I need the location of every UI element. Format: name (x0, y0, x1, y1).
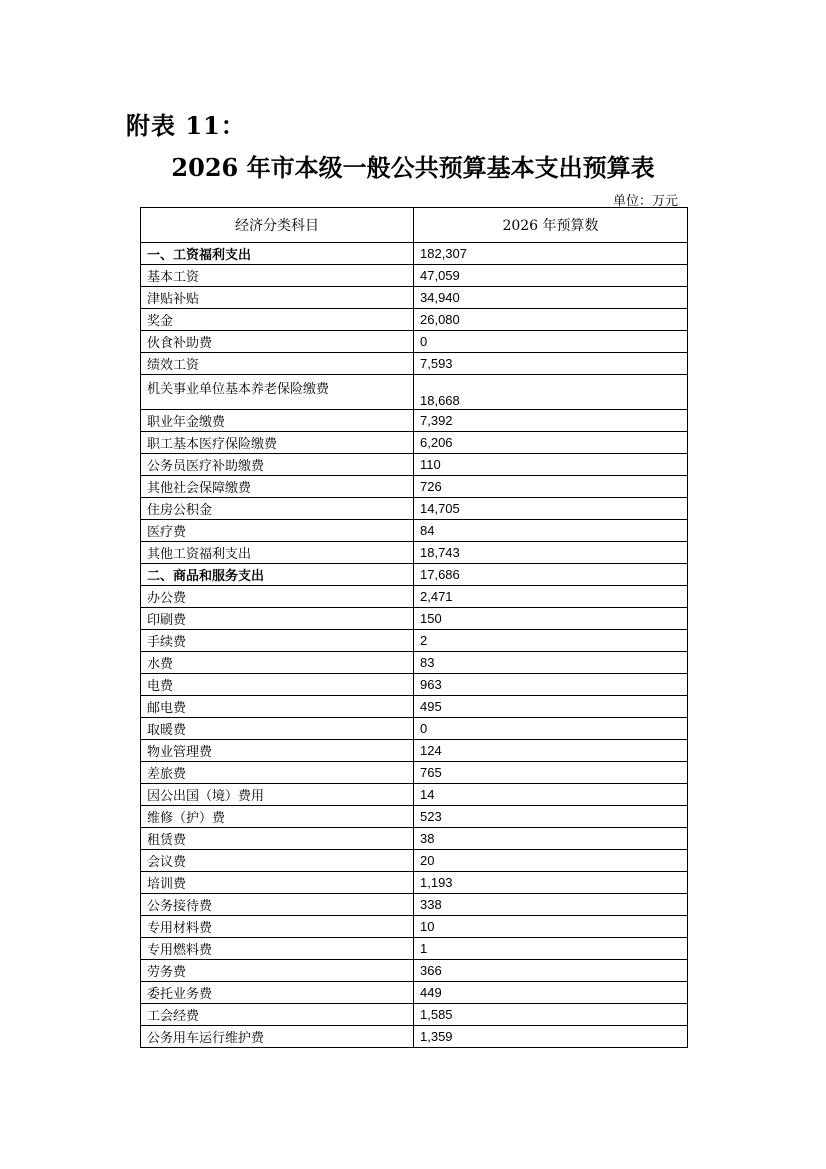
category-cell: 二、商品和服务支出 (141, 564, 414, 586)
table-row (141, 872, 688, 894)
column-header-category: 经济分类科目 (141, 208, 414, 243)
budget-value-cell: 1,359 (414, 1026, 688, 1048)
budget-table (140, 207, 688, 1048)
budget-value-cell: 83 (414, 652, 688, 674)
category-cell: 公务接待费 (141, 894, 414, 916)
budget-value-cell: 34,940 (414, 287, 688, 309)
category-cell: 维修（护）费 (141, 806, 414, 828)
category-cell: 物业管理费 (141, 740, 414, 762)
budget-value-cell: 10 (414, 916, 688, 938)
table-row (141, 586, 688, 608)
budget-value-cell: 366 (414, 960, 688, 982)
table-row (141, 331, 688, 353)
attachment-label: 附表 11： (126, 111, 246, 140)
table-row (141, 353, 688, 375)
budget-value-cell: 1 (414, 938, 688, 960)
table-row (141, 498, 688, 520)
category-cell: 伙食补助费 (141, 331, 414, 353)
budget-value-cell: 1,193 (414, 872, 688, 894)
category-cell: 培训费 (141, 872, 414, 894)
budget-value-cell: 6,206 (414, 432, 688, 454)
table-row (141, 309, 688, 331)
table-row (141, 243, 688, 265)
category-cell: 津贴补贴 (141, 287, 414, 309)
table-row (141, 476, 688, 498)
table-row (141, 696, 688, 718)
category-cell: 印刷费 (141, 608, 414, 630)
table-row (141, 674, 688, 696)
category-cell: 租赁费 (141, 828, 414, 850)
table-row (141, 762, 688, 784)
table-row (141, 1026, 688, 1048)
category-cell: 办公费 (141, 586, 414, 608)
table-row (141, 938, 688, 960)
budget-value-cell: 2,471 (414, 586, 688, 608)
table-row (141, 740, 688, 762)
budget-value-cell: 495 (414, 696, 688, 718)
budget-value-cell: 2 (414, 630, 688, 652)
table-row (141, 542, 688, 564)
category-cell: 基本工资 (141, 265, 414, 287)
budget-value-cell: 47,059 (414, 265, 688, 287)
category-cell: 差旅费 (141, 762, 414, 784)
category-cell: 职工基本医疗保险缴费 (141, 432, 414, 454)
budget-value-cell: 20 (414, 850, 688, 872)
category-cell: 公务用车运行维护费 (141, 1026, 414, 1048)
budget-value-cell: 110 (414, 454, 688, 476)
budget-value-cell: 963 (414, 674, 688, 696)
page-title: 2026 年市本级一般公共预算基本支出预算表 (171, 153, 655, 182)
table-row (141, 375, 688, 410)
budget-value-cell: 0 (414, 331, 688, 353)
category-cell: 住房公积金 (141, 498, 414, 520)
budget-value-cell: 14,705 (414, 498, 688, 520)
budget-value-cell: 14 (414, 784, 688, 806)
budget-value-cell: 38 (414, 828, 688, 850)
table-row (141, 454, 688, 476)
budget-value-cell: 765 (414, 762, 688, 784)
table-row (141, 652, 688, 674)
category-cell: 公务员医疗补助缴费 (141, 454, 414, 476)
category-cell: 取暖费 (141, 718, 414, 740)
unit-label: 单位：万元 (612, 194, 678, 209)
category-cell: 电费 (141, 674, 414, 696)
category-cell: 委托业务费 (141, 982, 414, 1004)
table-row (141, 265, 688, 287)
table-row (141, 410, 688, 432)
budget-value-cell: 150 (414, 608, 688, 630)
category-cell: 劳务费 (141, 960, 414, 982)
table-row (141, 894, 688, 916)
category-cell: 会议费 (141, 850, 414, 872)
budget-value-cell: 18,668 (414, 375, 688, 410)
category-cell: 专用材料费 (141, 916, 414, 938)
budget-value-cell: 1,585 (414, 1004, 688, 1026)
budget-value-cell: 7,392 (414, 410, 688, 432)
budget-value-cell: 523 (414, 806, 688, 828)
budget-value-cell: 124 (414, 740, 688, 762)
category-cell: 邮电费 (141, 696, 414, 718)
table-row (141, 520, 688, 542)
budget-value-cell: 26,080 (414, 309, 688, 331)
table-row (141, 564, 688, 586)
budget-value-cell: 182,307 (414, 243, 688, 265)
table-body (141, 243, 688, 1048)
budget-value-cell: 0 (414, 718, 688, 740)
budget-value-cell: 726 (414, 476, 688, 498)
budget-value-cell: 17,686 (414, 564, 688, 586)
category-cell: 手续费 (141, 630, 414, 652)
category-cell: 其他社会保障缴费 (141, 476, 414, 498)
table-row (141, 784, 688, 806)
category-cell: 奖金 (141, 309, 414, 331)
table-row (141, 828, 688, 850)
category-cell: 因公出国（境）费用 (141, 784, 414, 806)
budget-value-cell: 7,593 (414, 353, 688, 375)
table-row (141, 287, 688, 309)
category-cell: 工会经费 (141, 1004, 414, 1026)
category-cell: 机关事业单位基本养老保险缴费 (141, 375, 414, 410)
budget-value-cell: 449 (414, 982, 688, 1004)
table-row (141, 982, 688, 1004)
category-cell: 其他工资福利支出 (141, 542, 414, 564)
category-cell: 绩效工资 (141, 353, 414, 375)
table-row (141, 806, 688, 828)
category-cell: 一、工资福利支出 (141, 243, 414, 265)
category-cell: 专用燃料费 (141, 938, 414, 960)
table-row (141, 1004, 688, 1026)
table-row (141, 850, 688, 872)
column-header-budget: 2026 年预算数 (414, 208, 688, 243)
table-row (141, 718, 688, 740)
table-row (141, 630, 688, 652)
budget-value-cell: 84 (414, 520, 688, 542)
table-row (141, 608, 688, 630)
category-cell: 水费 (141, 652, 414, 674)
category-cell: 职业年金缴费 (141, 410, 414, 432)
budget-value-cell: 18,743 (414, 542, 688, 564)
table-row (141, 432, 688, 454)
table-row (141, 960, 688, 982)
category-cell: 医疗费 (141, 520, 414, 542)
table-header-row (141, 208, 688, 243)
budget-value-cell: 338 (414, 894, 688, 916)
table-row (141, 916, 688, 938)
